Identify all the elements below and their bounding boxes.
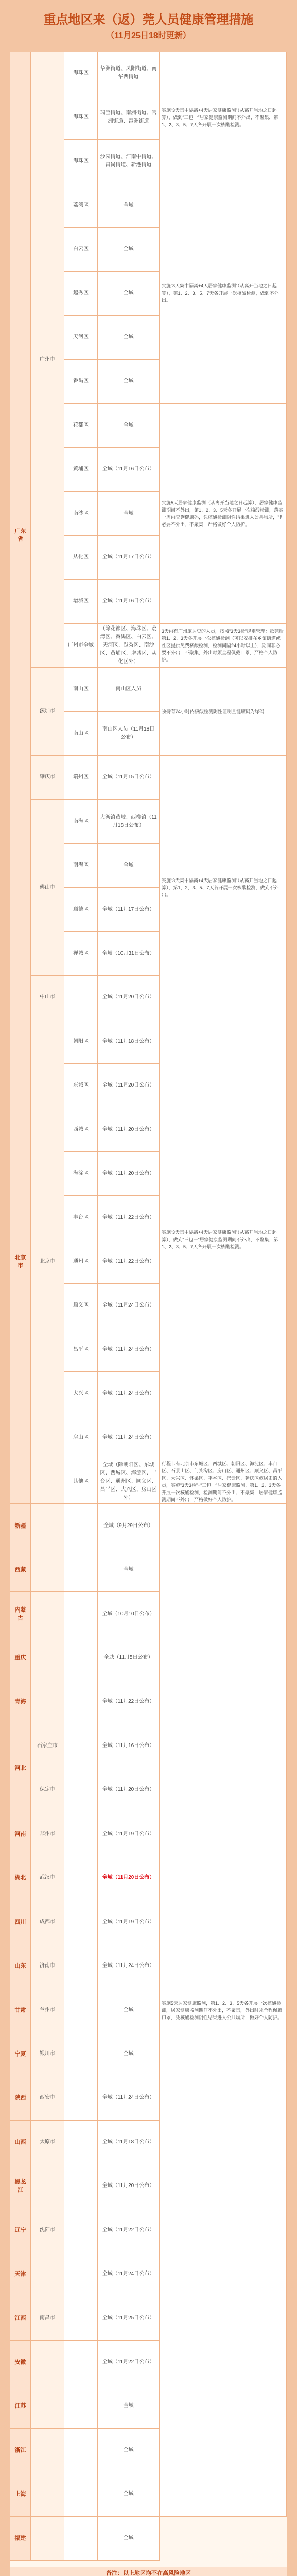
area-cell: （除花都区、海珠区、荔湾区、番禺区、白云区、天河区、越秀区、南沙区、黄埔区、增城区、从化区外） [98,624,160,668]
district-cell [64,2208,98,2252]
area-cell: 全域 [98,272,160,315]
district-cell [64,1812,98,1856]
district-cell [64,1504,98,1548]
area-cell: 全域 [98,183,160,227]
city-cell: 西安市 [31,2076,64,2120]
city-cell [31,2384,64,2428]
district-cell [64,2164,98,2208]
district-cell [64,1856,98,1900]
province-cell: 宁夏 [10,2032,31,2076]
city-cell: 佛山市 [31,800,64,976]
district-cell: 东城区 [64,1064,98,1108]
area-cell: 全域 [98,360,160,403]
province-cell: 辽宁 [10,2208,31,2252]
province-cell: 河南 [10,1812,31,1856]
page-title: 重点地区来（返）莞人员健康管理措施 [43,13,254,27]
district-cell: 端州区 [64,756,98,800]
district-cell: 丰台区 [64,1196,98,1240]
area-cell: 全域 [98,492,160,535]
area-cell: 南山区人员 [98,668,160,711]
district-cell [64,2384,98,2428]
area-cell: 全域 [98,316,160,360]
city-cell [31,1636,64,1680]
area-cell: 全域（11月18日公布） [98,1020,160,1064]
district-cell: 禅城区 [64,932,98,976]
province-cell: 福建 [10,2517,31,2561]
province-cell: 江苏 [10,2384,31,2428]
city-cell [31,2429,64,2472]
district-cell [64,2121,98,2164]
city-cell [31,1680,64,1724]
measure-cell: 实施“3天集中隔离+4天居家健康监测”（从离开当地之日起算），做到“三包一”居家健康监测期间不外出、不聚集，第1、2、3、5、7天各开展一次核酸检测。 [160,1020,287,1460]
area-cell: 瑞宝街道、南洲街道、官洲街道、琶洲街道 [98,95,160,139]
area-cell: 全域（10月31日公布） [98,932,160,976]
city-cell [31,1548,64,1592]
province-cell: 新疆 [10,1504,31,1548]
measure-cell: 实施5天居家健康监测，第1、2、3、5天各开展一次核酸检测，居家健康监测期间不外出，不聚集，外出时须全程佩戴口罩，凭核酸检测阴性结果进入公共场所，做好个人防护。 [160,1504,287,2516]
measure-cell: 3天内有广州旅居史的人员，按照“3天3检”规则管理：抵莞后第1、2、3天各开展一次核酸检测（可以安排在乡镇街道或社区提供免费核酸检测，检测间隔24小时以上），期间非必要不外出，不聚集，外出时须全程佩戴口罩，严格个人防护。 [160,624,287,668]
area-cell: 全域 [98,2032,160,2076]
area-cell: 全域（11月24日公布） [98,2252,160,2296]
district-cell: 南山区 [64,712,98,756]
province-cell: 甘肃 [10,1988,31,2032]
district-cell: 广州市全域 [64,624,98,668]
district-cell: 增城区 [64,580,98,623]
area-cell: 全域（11月20日公布） [98,1856,160,1900]
province-cell: 湖北 [10,1856,31,1900]
district-cell [64,2429,98,2472]
city-cell: 成都市 [31,1900,64,1944]
district-cell [64,1900,98,1944]
district-cell: 顺义区 [64,1284,98,1328]
district-cell [64,1548,98,1592]
city-cell: 兰州市 [31,1988,64,2032]
area-cell: 全域 [98,2472,160,2516]
province-cell: 广东省 [10,52,31,1020]
district-cell: 通州区 [64,1240,98,1284]
district-cell: 其他区 [64,1460,98,1504]
area-cell: 全域（11月22日公布） [98,1680,160,1724]
district-cell: 从化区 [64,536,98,580]
area-cell: 全域（11月17日公布） [98,888,160,931]
city-cell: 太原市 [31,2121,64,2164]
district-cell [64,1768,98,1812]
city-cell: 沈阳市 [31,2208,64,2252]
province-cell: 青海 [10,1680,31,1724]
city-cell: 南昌市 [31,2296,64,2340]
area-cell: 全域（11月17日公布） [98,536,160,580]
area-cell: 全域 [98,1988,160,2032]
district-cell [64,2252,98,2296]
area-cell: 全域 [98,2429,160,2472]
district-cell: 白云区 [64,228,98,272]
area-cell: 全域（11月20日公布） [98,976,160,1020]
district-cell: 荔湾区 [64,183,98,227]
district-cell: 西城区 [64,1108,98,1152]
area-cell: 全域（除朝阳区、东城区、西城区、海淀区、丰台区、通州区、顺义区、昌平区、大兴区、房山区外） [98,1460,160,1504]
area-cell: 全域（11月20日公布） [98,2164,160,2208]
area-cell: 全域 [98,844,160,888]
district-cell: 南海区 [64,800,98,843]
district-cell: 海珠区 [64,52,98,95]
province-cell: 河北 [10,1724,31,1812]
city-cell: 石家庄市 [31,1724,64,1768]
district-cell [64,1944,98,1988]
district-cell: 南山区 [64,668,98,711]
city-cell [31,1592,64,1636]
area-cell: 全域（11月20日公布） [98,1152,160,1196]
area-cell: 大沥镇黄岐、西樵镇（11月18日公布） [98,800,160,843]
province-cell: 黑龙江 [10,2164,31,2208]
district-cell [64,2341,98,2384]
measure-cell: 实施“3天集中隔离+4天居家健康监测”（从离开当地之日起算），第1、2、3、5、7天各开展一次核酸检测，做到不外出。 [160,756,287,1020]
header-banner [0,0,297,52]
area-cell: 全域（11月24日公布） [98,1328,160,1372]
province-cell: 江西 [10,2296,31,2340]
area-cell: 沙园街道、江南中街道、昌岗街道、新港街道 [98,140,160,183]
district-cell: 海珠区 [64,95,98,139]
province-cell: 内蒙古 [10,1592,31,1636]
city-cell [31,2164,64,2208]
district-cell: 顺德区 [64,888,98,931]
district-cell: 海珠区 [64,140,98,183]
city-cell: 中山市 [31,976,64,1020]
measures-table [10,52,287,2576]
city-cell [31,2252,64,2296]
city-cell: 郑州市 [31,1812,64,1856]
city-cell: 武汉市 [31,1856,64,1900]
area-cell: 全域 [98,228,160,272]
city-cell: 银川市 [31,2032,64,2076]
area-cell: 全域（11月24日公布） [98,1372,160,1416]
district-cell [64,2517,98,2561]
area-cell: 华洲街道、凤阳街道、南华西街道 [98,52,160,95]
area-cell: 全域（11月22日公布） [98,2341,160,2384]
district-cell: 海淀区 [64,1152,98,1196]
city-cell: 保定市 [31,1768,64,1812]
province-cell: 安徽 [10,2341,31,2384]
measure-cell: 行程卡有北京市东城区、西城区、朝阳区、海淀区、丰台区、石景山区、门头沟区、房山区、通州区、顺义区、昌平区、大兴区、怀柔区、平谷区、密云区、延庆区旅居史的人员，实施“3天3检”+“三包一”居家健康监测，第1、2、3天各开展一次核酸检测，检测期间不外出、不聚集，居家健康监测期间不外出，严格做好个人防护。 [160,1460,287,1504]
province-cell: 重庆 [10,1636,31,1680]
city-cell [31,2472,64,2516]
district-cell: 大兴区 [64,1372,98,1416]
district-cell: 昌平区 [64,1328,98,1372]
area-cell: 全域（11月24日公布） [98,2076,160,2120]
province-cell: 北京市 [10,1020,31,1504]
area-cell: 全域（11月19日公布） [98,1900,160,1944]
section-note-header: 备注：以上地区均不在高风险地区 [10,2567,287,2576]
area-cell: 全域（11月20日公布） [98,1064,160,1108]
district-cell: 房山区 [64,1416,98,1460]
measure-cell: 实施5天居家健康监测（从离开当地之日起算），居家健康监测期间不外出，第1、2、3、5天各开展一次核酸检测，落实一周内查询健康码，凭核酸检测阴性结果进入公共场所，非必要不外出、不聚集，严格做好个人防护。 [160,404,287,624]
city-cell: 北京市 [31,1020,64,1504]
area-cell: 全域（11月16日公布） [98,1724,160,1768]
area-cell: 全域 [98,1548,160,1592]
province-cell: 山西 [10,2121,31,2164]
province-cell: 山东 [10,1944,31,1988]
measure-cell: 实施“3天集中隔离+4天居家健康监测”（从离开当地之日起算），第1、2、3、5、7天各开展一次核酸检测，做到不外出。 [160,183,287,403]
area-cell: 全域（11月18日公布） [98,2121,160,2164]
area-cell: 全域（11月22日公布） [98,1196,160,1240]
district-cell [64,1988,98,2032]
area-cell: 全域 [98,2384,160,2428]
province-cell: 浙江 [10,2429,31,2472]
city-cell: 济南市 [31,1944,64,1988]
province-cell: 四川 [10,1900,31,1944]
area-cell: 全域（11月22日公布） [98,1240,160,1284]
district-cell: 越秀区 [64,272,98,315]
district-cell [64,976,98,1020]
district-cell: 天河区 [64,316,98,360]
area-cell: 全域 [98,404,160,448]
area-cell: 全域（11月24日公布） [98,1284,160,1328]
area-cell: 全域（9月29日公布） [98,1504,160,1548]
city-cell [31,2341,64,2384]
area-cell: 全域（11月15日公布） [98,756,160,800]
area-cell: 全域（11月24日公布） [98,1944,160,1988]
province-cell: 陕西 [10,2076,31,2120]
district-cell: 南沙区 [64,492,98,535]
area-cell: 全域（11月22日公布） [98,2208,160,2252]
province-cell: 天津 [10,2252,31,2296]
district-cell [64,1724,98,1768]
district-cell [64,1680,98,1724]
city-cell [31,1504,64,1548]
area-cell: 全域（11月20日公布） [98,1768,160,1812]
district-cell: 南海区 [64,844,98,888]
district-cell [64,1636,98,1680]
city-cell: 深圳市 [31,668,64,756]
area-cell: 全域（11月24日公布） [98,1416,160,1460]
district-cell [64,2076,98,2120]
city-cell: 肇庆市 [31,756,64,800]
area-cell: 全域（11月19日公布） [98,1812,160,1856]
page-subtitle: （11月25日18时更新） [106,31,191,40]
area-cell: 全域（11月5日公布） [98,1636,160,1680]
district-cell [64,2296,98,2340]
province-cell: 上海 [10,2472,31,2516]
area-cell: 南山区人员（11月18日公布） [98,712,160,756]
district-cell [64,2472,98,2516]
area-cell: 全域（11月16日公布） [98,580,160,623]
measure-cell: 须持有24小时内核酸检测阴性证明且健康码为绿码 [160,668,287,756]
district-cell: 朝阳区 [64,1020,98,1064]
area-cell: 全域（11月20日公布） [98,1108,160,1152]
city-cell [31,2517,64,2561]
area-cell: 全域 [98,2517,160,2561]
city-cell: 广州市 [31,52,64,668]
district-cell: 黄埔区 [64,448,98,492]
province-cell: 西藏 [10,1548,31,1592]
area-cell: 全域（10月10日公布） [98,1592,160,1636]
district-cell [64,1592,98,1636]
district-cell [64,2032,98,2076]
area-cell: 全域（11月25日公布） [98,2296,160,2340]
district-cell: 番禺区 [64,360,98,403]
measure-cell: 实施“3天集中隔离+4天居家健康监测”（从离开当地之日起算），做到“三包一”居家健康监测期间不外出、不聚集，第1、2、3、5、7天各开展一次核酸检测。 [160,52,287,183]
district-cell: 花都区 [64,404,98,448]
area-cell: 全域（11月16日公布） [98,448,160,492]
